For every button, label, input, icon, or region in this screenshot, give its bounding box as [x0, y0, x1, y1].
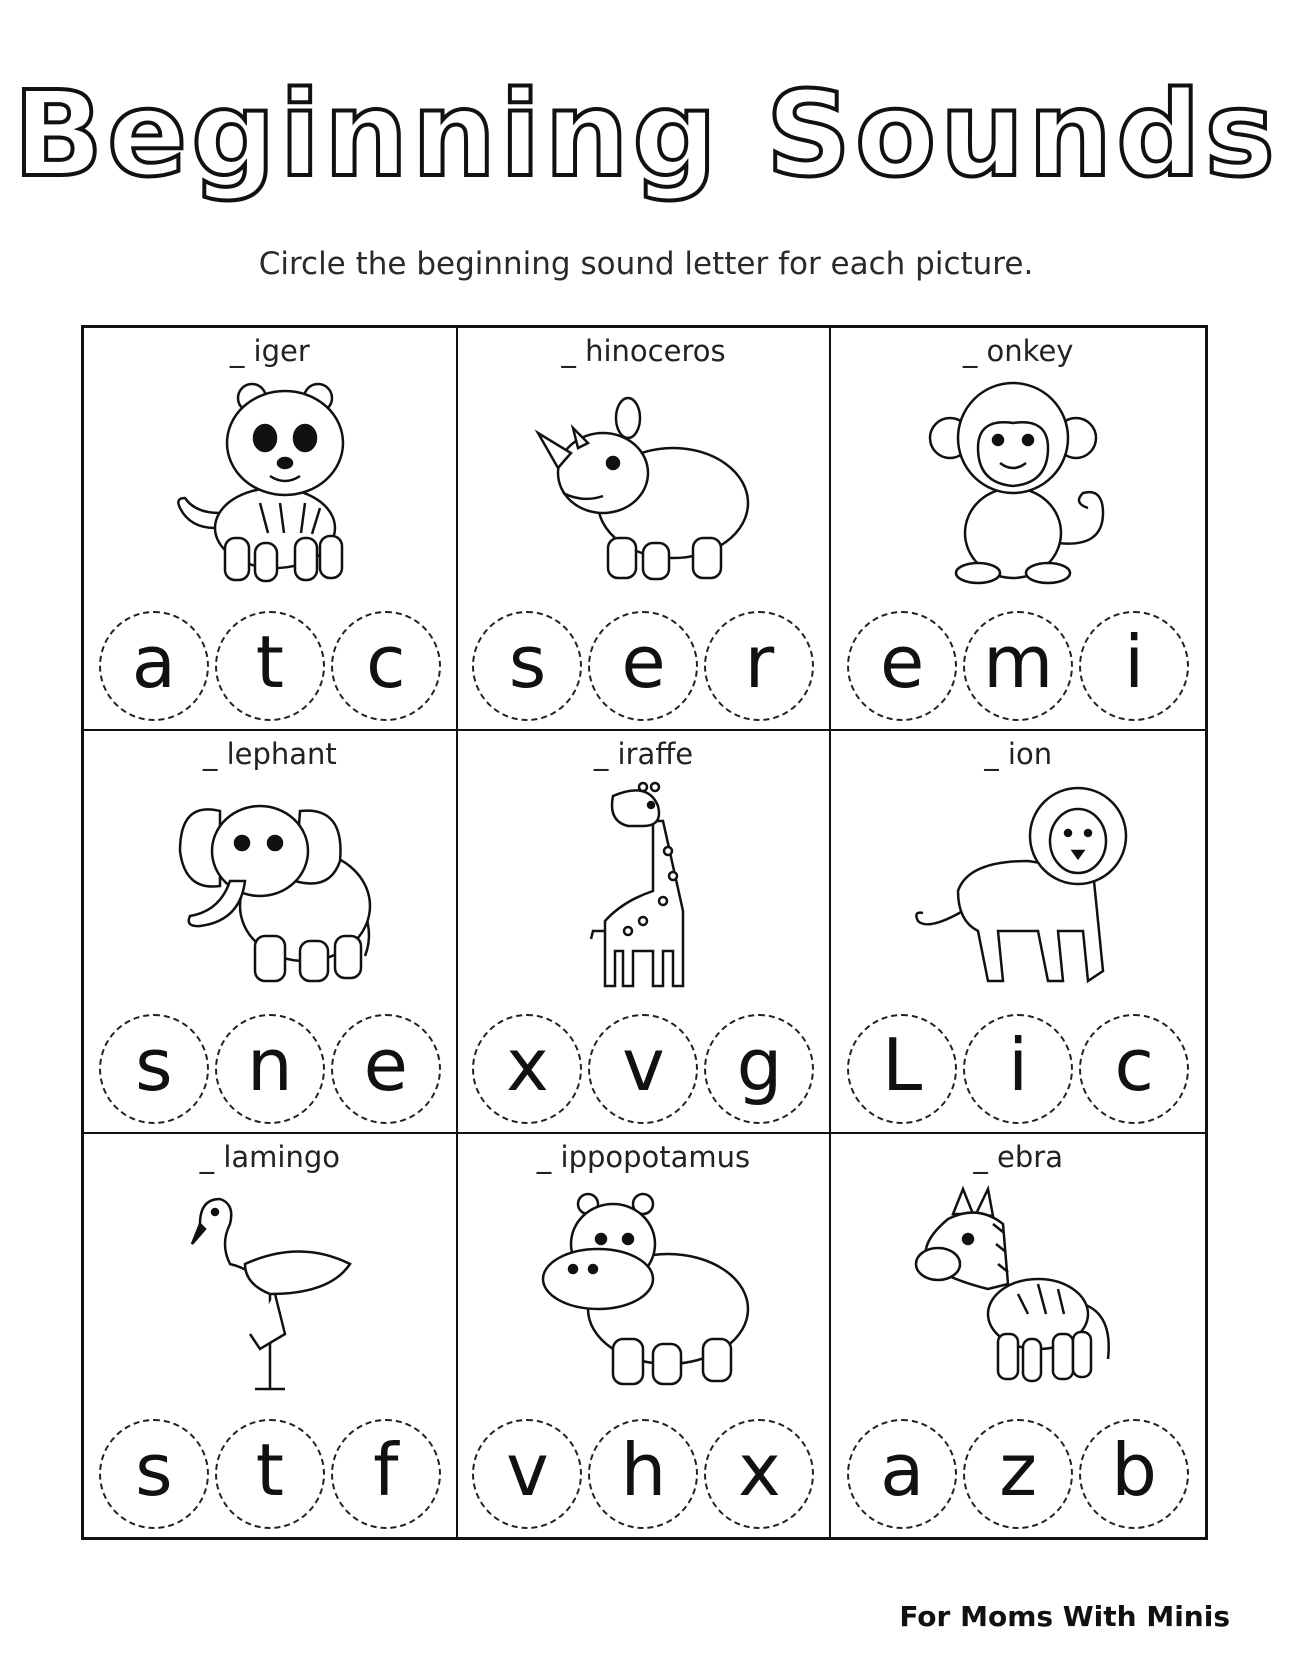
letter-choice[interactable]: i — [1079, 611, 1189, 721]
word-prompt: _ lamingo — [199, 1140, 341, 1174]
letter-choice[interactable]: r — [704, 611, 814, 721]
letter-choices — [458, 1014, 830, 1124]
word-prompt: _ iger — [229, 334, 310, 368]
letter-choice[interactable]: t — [215, 1419, 325, 1529]
card-flamingo — [84, 1134, 458, 1537]
page-title: Beginning Sounds — [13, 65, 1279, 203]
letter-choice[interactable]: g — [704, 1014, 814, 1124]
zebra-icon — [908, 1184, 1128, 1394]
letter-choice[interactable]: e — [588, 611, 698, 721]
letter-choice[interactable]: v — [472, 1419, 582, 1529]
card-elephant — [84, 731, 458, 1134]
letter-choices — [84, 1419, 456, 1529]
word-prompt: _ ippopotamus — [536, 1140, 751, 1174]
letter-choices — [458, 1419, 830, 1529]
instructions: Circle the beginning sound letter for each picture. — [258, 246, 1034, 282]
letter-choice[interactable]: v — [588, 1014, 698, 1124]
card-lion — [831, 731, 1205, 1134]
word-prompt: _ ion — [984, 737, 1053, 771]
card-tiger — [84, 328, 458, 731]
card-giraffe — [458, 731, 832, 1134]
letter-choice[interactable]: b — [1079, 1419, 1189, 1529]
letter-choices — [831, 1014, 1205, 1124]
lion-icon — [908, 781, 1128, 991]
letter-choices — [458, 611, 830, 721]
letter-choices — [831, 611, 1205, 721]
letter-choice[interactable]: t — [215, 611, 325, 721]
letter-choice[interactable]: z — [963, 1419, 1073, 1529]
worksheet-grid — [81, 325, 1208, 1540]
letter-choices — [84, 611, 456, 721]
word-prompt: _ hinoceros — [561, 334, 726, 368]
letter-choice[interactable]: i — [963, 1014, 1073, 1124]
elephant-icon — [160, 781, 380, 991]
card-monkey — [831, 328, 1205, 731]
letter-choices — [84, 1014, 456, 1124]
monkey-icon — [908, 378, 1128, 588]
letter-choice[interactable]: s — [472, 611, 582, 721]
letter-choice[interactable]: m — [963, 611, 1073, 721]
rhinoceros-icon — [533, 378, 753, 588]
letter-choice[interactable]: s — [99, 1014, 209, 1124]
letter-choice[interactable]: h — [588, 1419, 698, 1529]
flamingo-icon — [160, 1184, 380, 1394]
letter-choice[interactable]: e — [847, 611, 957, 721]
word-prompt: _ onkey — [962, 334, 1074, 368]
letter-choice[interactable]: s — [99, 1419, 209, 1529]
word-prompt: _ ebra — [973, 1140, 1063, 1174]
letter-choice[interactable]: x — [472, 1014, 582, 1124]
letter-choice[interactable]: c — [331, 611, 441, 721]
word-prompt: _ iraffe — [593, 737, 694, 771]
brand-footer: For Moms With Minis — [899, 1600, 1230, 1633]
letter-choice[interactable]: c — [1079, 1014, 1189, 1124]
letter-choice[interactable]: n — [215, 1014, 325, 1124]
letter-choice[interactable]: L — [847, 1014, 957, 1124]
tiger-icon — [160, 378, 380, 588]
letter-choice[interactable]: x — [704, 1419, 814, 1529]
letter-choice[interactable]: a — [847, 1419, 957, 1529]
card-zebra — [831, 1134, 1205, 1537]
letter-choices — [831, 1419, 1205, 1529]
letter-choice[interactable]: f — [331, 1419, 441, 1529]
giraffe-icon — [533, 781, 753, 991]
card-rhinoceros — [458, 328, 832, 731]
letter-choice[interactable]: a — [99, 611, 209, 721]
letter-choice[interactable]: e — [331, 1014, 441, 1124]
card-hippopotamus — [458, 1134, 832, 1537]
hippopotamus-icon — [533, 1184, 753, 1394]
word-prompt: _ lephant — [202, 737, 337, 771]
